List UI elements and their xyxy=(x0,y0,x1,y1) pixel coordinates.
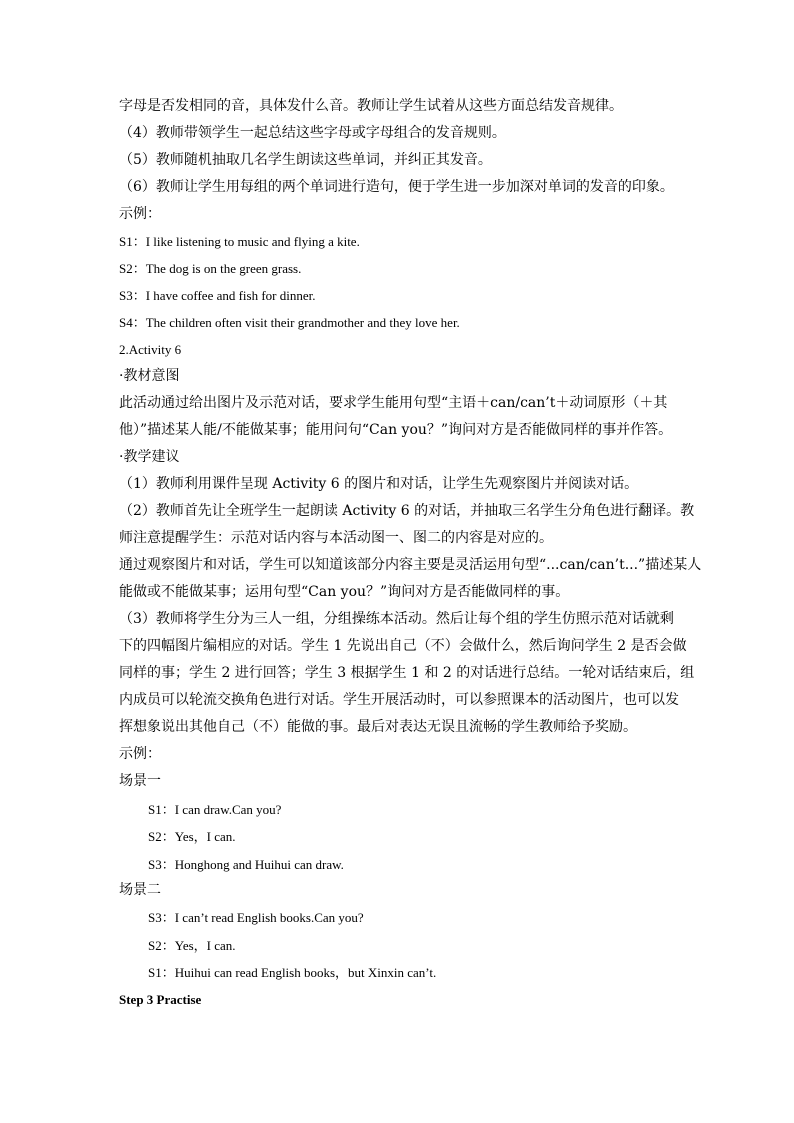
paragraph-line: 此活动通过给出图片及示范对话，要求学生能用句型“主语＋can/can’t＋动词原形（＋其 xyxy=(119,395,668,411)
example-label: 示例： xyxy=(119,206,161,222)
dialogue-line: S3：I can’t read English books.Can you? xyxy=(148,910,364,925)
paragraph-line: （6）教师让学生用每组的两个单词进行造句，便于学生进一步加深对单词的发音的印象。 xyxy=(119,179,674,195)
dialogue-line: S1：Huihui can read English books，but Xinxin can’t. xyxy=(148,965,437,980)
paragraph-line: 字母是否发相同的音，具体发什么音。教师让学生试着从这些方面总结发音规律。 xyxy=(119,98,623,114)
example-sentence: S1：I like listening to music and flying a kite. xyxy=(119,234,360,249)
paragraph-line: 他）”描述某人能/不能做某事；能用问句“Can you？”询问对方是否能做同样的事并作答。 xyxy=(119,422,673,438)
paragraph-line: （1）教师利用课件呈现 Activity 6 的图片和对话，让学生先观察图片并阅读对话。 xyxy=(119,476,639,492)
paragraph-line: 能做或不能做某事；运用句型“Can you？”询问对方是否能做同样的事。 xyxy=(119,584,570,600)
dialogue-line: S2：Yes，I can. xyxy=(148,938,236,953)
scene-label: 场景一 xyxy=(119,773,161,789)
paragraph-line: 挥想象说出其他自己（不）能做的事。最后对表达无误且流畅的学生教师给予奖励。 xyxy=(119,719,637,735)
example-label: 示例： xyxy=(119,746,161,762)
paragraph-line: （4）教师带领学生一起总结这些字母或字母组合的发音规则。 xyxy=(119,125,506,141)
paragraph-line: 下的四幅图片编相应的对话。学生 1 先说出自己（不）会做什么，然后询问学生 2 是否会做 xyxy=(119,638,687,654)
step-heading: Step 3 Practise xyxy=(119,992,202,1007)
dialogue-line: S1：I can draw.Can you? xyxy=(148,802,282,817)
example-sentence: S4：The children often visit their grandmother and they love her. xyxy=(119,315,460,330)
paragraph-line: （3）教师将学生分为三人一组，分组操练本活动。然后让每个组的学生仿照示范对话就剩 xyxy=(119,611,674,627)
subheading: ·教学建议 xyxy=(119,449,180,465)
section-heading: 2.Activity 6 xyxy=(119,342,182,357)
paragraph-line: （5）教师随机抽取几名学生朗读这些单词，并纠正其发音。 xyxy=(119,152,492,168)
scene-label: 场景二 xyxy=(119,882,161,898)
paragraph-line: 师注意提醒学生：示范对话内容与本活动图一、图二的内容是对应的。 xyxy=(119,530,553,546)
dialogue-line: S3：Honghong and Huihui can draw. xyxy=(148,857,344,872)
paragraph-line: （2）教师首先让全班学生一起朗读 Activity 6 的对话，并抽取三名学生分角色进行翻译。教 xyxy=(119,503,695,519)
subheading: ·教材意图 xyxy=(119,368,180,384)
paragraph-line: 通过观察图片和对话，学生可以知道该部分内容主要是灵活运用句型“...can/can’t...”描述某人 xyxy=(119,557,702,573)
example-sentence: S3：I have coffee and fish for dinner. xyxy=(119,288,316,303)
dialogue-line: S2：Yes，I can. xyxy=(148,829,236,844)
paragraph-line: 内成员可以轮流交换角色进行对话。学生开展活动时，可以参照课本的活动图片，也可以发 xyxy=(119,692,679,708)
example-sentence: S2：The dog is on the green grass. xyxy=(119,261,302,276)
paragraph-line: 同样的事；学生 2 进行回答；学生 3 根据学生 1 和 2 的对话进行总结。一轮对话结束后，组 xyxy=(119,665,695,681)
